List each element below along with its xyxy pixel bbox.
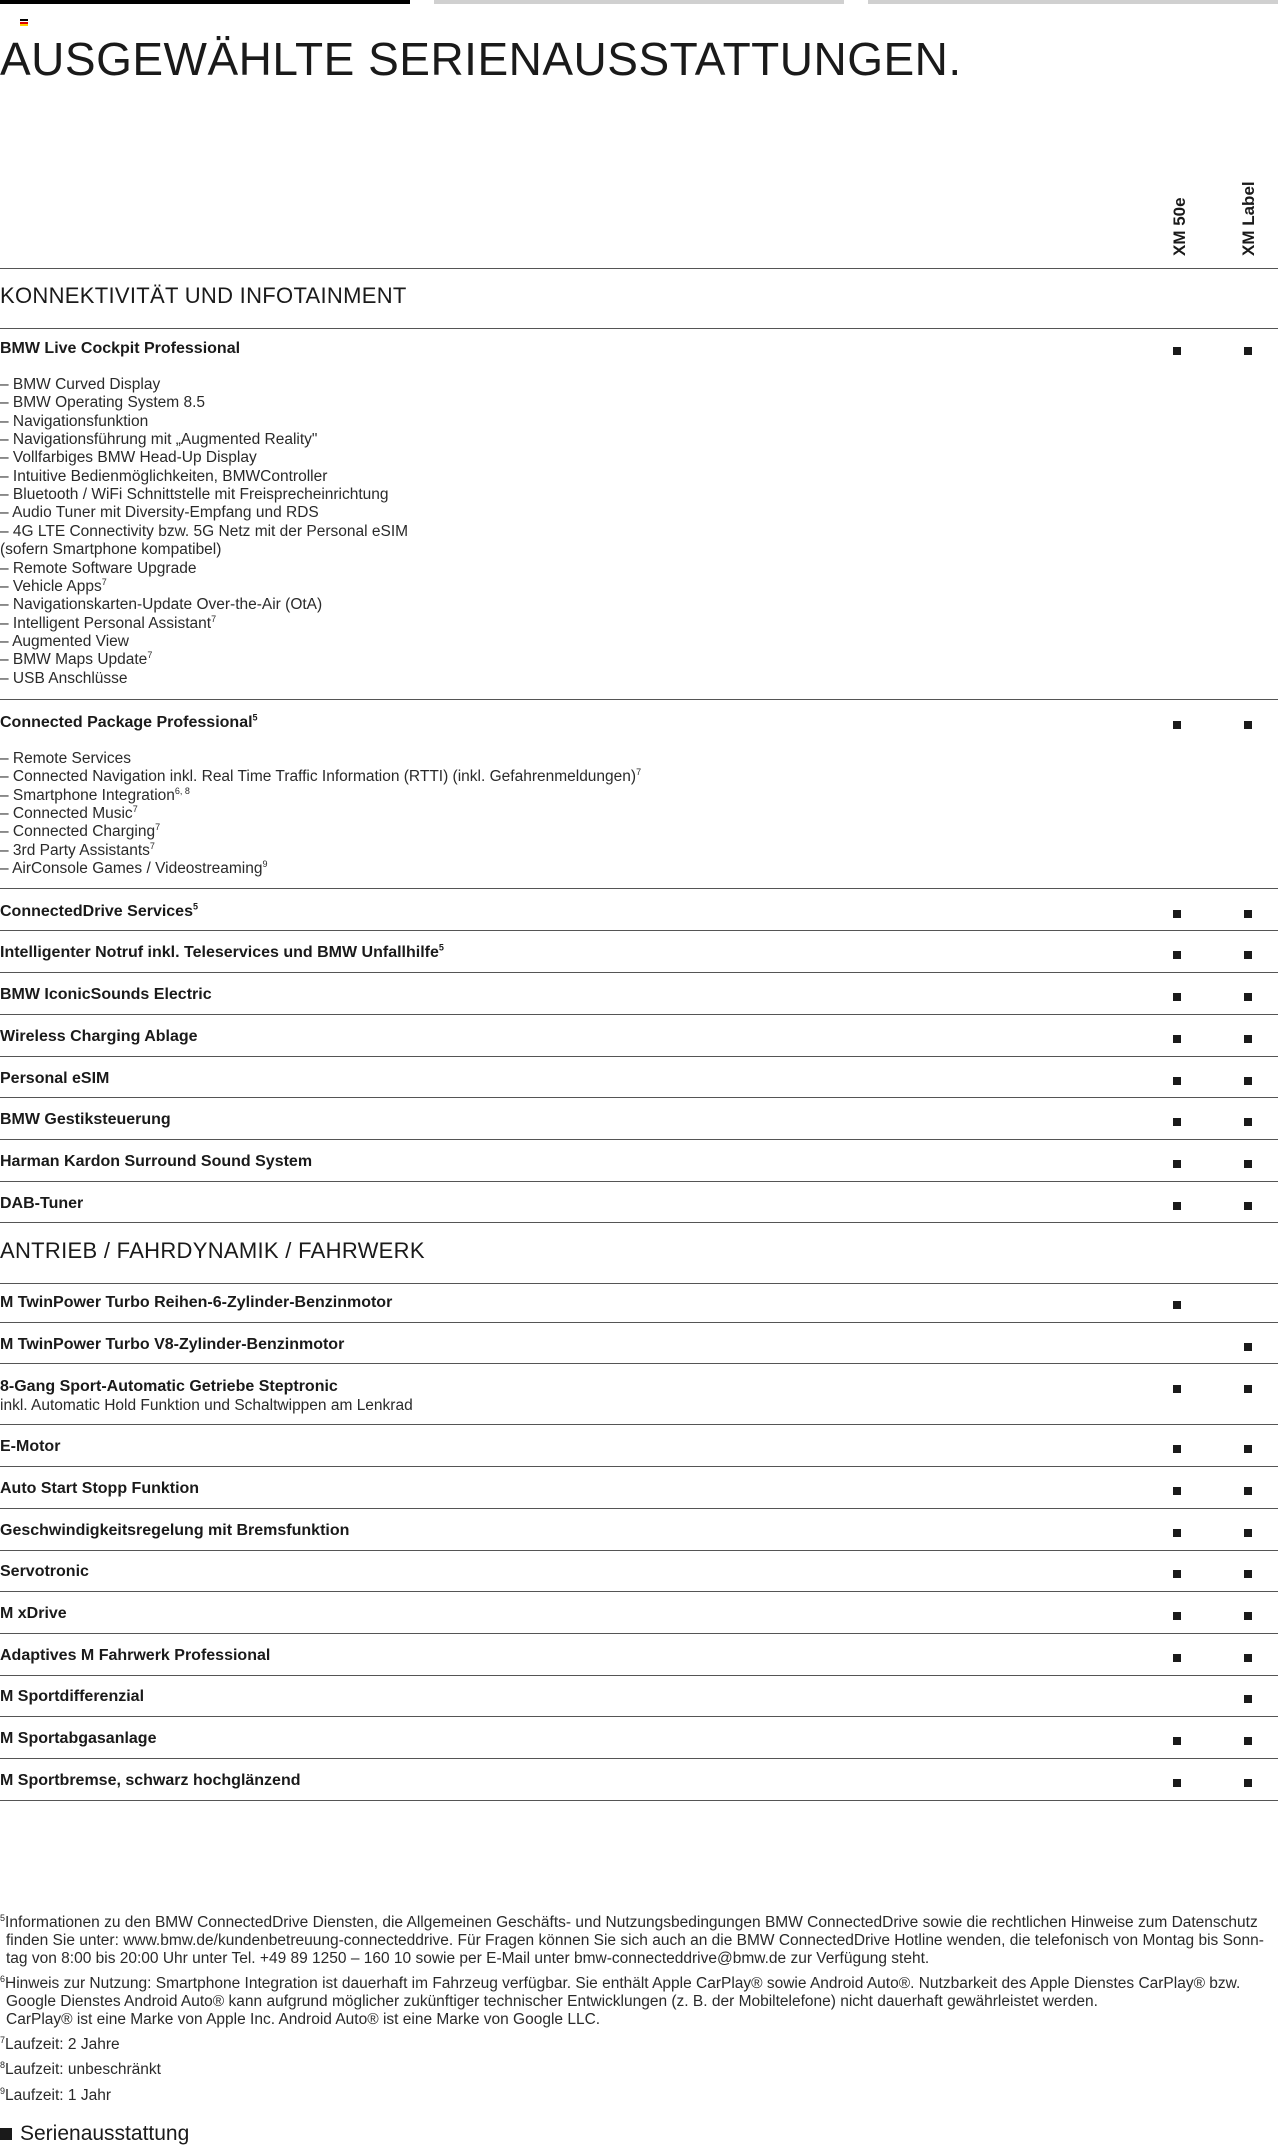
- feature-title: [0, 1563, 89, 1581]
- text: (sofern Smartphone kompatibel): [0, 541, 222, 559]
- standard-equipment-marker-icon: [1173, 1487, 1181, 1495]
- standard-equipment-marker-icon: [1173, 910, 1181, 918]
- text: Servotronic: [0, 1563, 89, 1580]
- text: BMW IconicSounds Electric: [0, 986, 212, 1003]
- standard-equipment-marker-icon: [1173, 1737, 1181, 1745]
- feature-list-item: [0, 823, 160, 841]
- feature-title: [0, 1605, 67, 1623]
- feature-title: [0, 1111, 171, 1129]
- text: – Intuitive Bedienmöglichkeiten, BMWController: [0, 467, 328, 485]
- feature-title: [0, 944, 444, 962]
- standard-equipment-marker-icon: [0, 2128, 12, 2140]
- footnote-ref: 7: [132, 803, 138, 814]
- feature-list-item: [0, 596, 322, 614]
- row-rule: [0, 972, 1278, 973]
- text: Wireless Charging Ablage: [0, 1028, 198, 1045]
- footnote-line: finden Sie unter: www.bmw.de/kundenbetreuung-connecteddrive. Für Fragen können Sie sich auch an die BMW ConnectedDrive Hotline wenden, die telefonisch von Montag bis Sonn-: [6, 1932, 1264, 1949]
- text: Personal eSIM: [0, 1070, 110, 1087]
- standard-equipment-marker-icon: [1244, 1160, 1252, 1168]
- standard-equipment-marker-icon: [1244, 1654, 1252, 1662]
- text: – Vollfarbiges BMW Head-Up Display: [0, 449, 257, 467]
- feature-list-item: [0, 449, 257, 467]
- footnote-line: Hinweis zur Nutzung: Smartphone Integration ist dauerhaft im Fahrzeug verfügbar. Sie enthält Apple CarPlay® sowie Android Auto®. Nutzbarkeit des Apple Dienstes CarPlay® bzw.: [5, 1975, 1241, 1992]
- standard-equipment-marker-icon: [1173, 1118, 1181, 1126]
- footnote: [0, 2087, 1275, 2105]
- text: – Navigationsfunktion: [0, 412, 149, 430]
- feature-title: [0, 1378, 338, 1396]
- text: – Connected Charging: [0, 823, 156, 841]
- standard-equipment-marker-icon: [1244, 1343, 1252, 1351]
- footnote-line: Laufzeit: 2 Jahre: [5, 2036, 120, 2053]
- standard-equipment-marker-icon: [1173, 993, 1181, 1001]
- feature-title: [0, 1294, 392, 1312]
- row-rule: [0, 1097, 1278, 1098]
- standard-equipment-marker-icon: [1244, 1487, 1252, 1495]
- text: Auto Start Stopp Funktion: [0, 1480, 200, 1497]
- text: – USB Anschlüsse: [0, 669, 128, 687]
- feature-list-item: [0, 504, 319, 522]
- footnote-line: Informationen zu den BMW ConnectedDrive Diensten, die Allgemeinen Geschäfts- und Nutzungsbedingungen BMW ConnectedDrive sowie die rechtlichen Hinweise zum Datenschutz: [5, 1914, 1258, 1931]
- standard-equipment-marker-icon: [1173, 951, 1181, 959]
- text: M Sportbremse, schwarz hochglänzend: [0, 1772, 301, 1789]
- row-rule: [0, 1014, 1278, 1015]
- text: DAB-Tuner: [0, 1195, 84, 1212]
- row-rule: [0, 930, 1278, 931]
- text: BMW Live Cockpit Professional: [0, 340, 241, 357]
- text: – Augmented View: [0, 632, 129, 650]
- text: Harman Kardon Surround Sound System: [0, 1153, 313, 1170]
- language-flag-icon[interactable]: [20, 19, 28, 26]
- text: M TwinPower Turbo Reihen-6-Zylinder-Benzinmotor: [0, 1294, 393, 1311]
- footnote-ref: 7: [101, 576, 107, 587]
- feature-list-item: [0, 615, 216, 633]
- footnote-line: tag von 8:00 bis 20:00 Uhr unter Tel. +49 89 1250 – 160 10 sowie per E-Mail unter bmw-connecteddrive@bmw.de zur Verfügung steht.: [6, 1950, 930, 1967]
- standard-equipment-marker-icon: [1244, 1695, 1252, 1703]
- row-rule: [0, 1633, 1278, 1634]
- footnote: [0, 1975, 1275, 2029]
- text: – Audio Tuner mit Diversity-Empfang und RDS: [0, 504, 319, 522]
- row-rule: [0, 1424, 1278, 1425]
- text: – Remote Services: [0, 750, 131, 767]
- standard-equipment-marker-icon: [1244, 347, 1252, 355]
- column-header-xmlabel: XM Label: [1239, 181, 1258, 256]
- page-title: AUSGEWÄHLTE SERIENAUSSTATTUNGEN.: [0, 33, 962, 85]
- feature-list-item: [0, 560, 196, 578]
- column-header-xm50e: XM 50e: [1170, 197, 1189, 256]
- feature-list-item: [0, 523, 408, 541]
- feature-list-item: [0, 413, 148, 431]
- text: Connected Package Professional: [0, 714, 253, 731]
- footnote-ref: 9: [262, 858, 268, 869]
- section-title: ANTRIEB / FAHRDYNAMIK / FAHRWERK: [0, 1238, 425, 1263]
- text: – BMW Maps Update: [0, 651, 148, 669]
- feature-title: [0, 903, 198, 921]
- footnote-line: Google Dienstes Android Auto® kann aufgrund möglicher zukünftiger technischer Entwicklungen (z. B. der Mobiltelefone) nicht dauerhaft gewährleistet werden.: [6, 1993, 1098, 2010]
- feature-title: [0, 1772, 301, 1790]
- feature-title: [0, 1153, 312, 1171]
- text: – AirConsole Games / Videostreaming: [0, 860, 263, 878]
- text: – Navigationsführung mit „Augmented Reality": [0, 431, 318, 449]
- feature-title: [0, 1336, 344, 1354]
- row-rule: [0, 1363, 1278, 1364]
- standard-equipment-marker-icon: [1173, 1612, 1181, 1620]
- standard-equipment-marker-icon: [1244, 1612, 1252, 1620]
- feature-list-item: [0, 486, 389, 504]
- legend: [0, 2122, 189, 2146]
- feature-list-item: [0, 860, 268, 878]
- feature-title: [0, 986, 212, 1004]
- feature-title: [0, 1195, 83, 1213]
- feature-title: [0, 340, 240, 358]
- feature-list-item: [0, 787, 190, 805]
- feature-title: [0, 714, 258, 732]
- text: Adaptives M Fahrwerk Professional: [0, 1647, 271, 1664]
- standard-equipment-marker-icon: [1173, 1385, 1181, 1393]
- standard-equipment-marker-icon: [1173, 1529, 1181, 1537]
- text: – BMW Curved Display: [0, 376, 161, 393]
- feature-title: [0, 1730, 156, 1748]
- text: – Remote Software Upgrade: [0, 559, 197, 577]
- feature-title: [0, 1028, 198, 1046]
- footnote-ref: 7: [211, 613, 217, 624]
- text: BMW Gestiksteuerung: [0, 1111, 171, 1128]
- standard-equipment-marker-icon: [1173, 1779, 1181, 1787]
- row-rule: [0, 699, 1278, 700]
- standard-equipment-marker-icon: [1244, 1445, 1252, 1453]
- feature-list-item: [0, 750, 131, 768]
- text: ConnectedDrive Services: [0, 903, 193, 920]
- standard-equipment-marker-icon: [1244, 1779, 1252, 1787]
- standard-equipment-marker-icon: [1244, 1529, 1252, 1537]
- feature-list-item: [0, 394, 205, 412]
- feature-list-item: [0, 651, 152, 669]
- footnote-ref: 5: [252, 712, 258, 723]
- row-rule: [0, 1322, 1278, 1323]
- footnote-ref: 7: [155, 822, 161, 833]
- footnote-ref: 5: [438, 942, 444, 953]
- row-rule: [0, 1758, 1278, 1759]
- footnote: [0, 2036, 1275, 2054]
- header-rule: [0, 268, 1278, 269]
- section-title: KONNEKTIVITÄT UND INFOTAINMENT: [0, 283, 407, 308]
- text: – Connected Music: [0, 805, 133, 823]
- footnote-number: 7: [0, 2034, 6, 2045]
- footnote: [0, 1914, 1275, 1968]
- text: – BMW Operating System 8.5: [0, 394, 206, 412]
- feature-list-item: [0, 468, 327, 486]
- footnote-ref: 7: [147, 650, 153, 661]
- standard-equipment-marker-icon: [1244, 1737, 1252, 1745]
- text: – Bluetooth / WiFi Schnittstelle mit Freisprecheinrichtung: [0, 486, 389, 504]
- feature-list-item: [0, 578, 107, 596]
- row-rule: [0, 1466, 1278, 1467]
- footnote-number: 6: [0, 1973, 6, 1984]
- feature-title: [0, 1480, 199, 1498]
- footnote-number: 5: [0, 1912, 6, 1923]
- feature-list-item: [0, 670, 128, 688]
- row-rule: [0, 1222, 1278, 1223]
- standard-equipment-marker-icon: [1173, 1202, 1181, 1210]
- standard-equipment-marker-icon: [1244, 993, 1252, 1001]
- text: M TwinPower Turbo V8-Zylinder-Benzinmotor: [0, 1336, 345, 1353]
- feature-title: [0, 1438, 60, 1456]
- text: Geschwindigkeitsregelung mit Bremsfunktion: [0, 1522, 350, 1539]
- text: – 3rd Party Assistants: [0, 841, 150, 859]
- page-indicator-3: [868, 0, 1278, 4]
- feature-title: [0, 1522, 349, 1540]
- page-indicator-2: [434, 0, 844, 4]
- footnote-line: Laufzeit: 1 Jahr: [5, 2087, 111, 2104]
- standard-equipment-marker-icon: [1173, 1035, 1181, 1043]
- feature-title: [0, 1070, 109, 1088]
- feature-list-item: [0, 376, 160, 394]
- text: M Sportabgasanlage: [0, 1730, 157, 1747]
- text: – Connected Navigation inkl. Real Time Traffic Information (RTTI) (inkl. Gefahrenmeldungen): [0, 768, 637, 786]
- footnote-ref: 7: [636, 767, 642, 778]
- standard-equipment-marker-icon: [1173, 721, 1181, 729]
- standard-equipment-marker-icon: [1244, 951, 1252, 959]
- legend-label: Serienausstattung: [20, 2122, 190, 2145]
- text: – Smartphone Integration: [0, 786, 175, 804]
- feature-list-item: [0, 805, 138, 823]
- row-rule: [0, 1056, 1278, 1057]
- text: 8-Gang Sport-Automatic Getriebe Steptronic: [0, 1378, 338, 1395]
- row-rule: [0, 1591, 1278, 1592]
- standard-equipment-marker-icon: [1173, 1654, 1181, 1662]
- feature-title: [0, 1688, 144, 1706]
- feature-list-item: [0, 431, 317, 449]
- footnote-ref: 5: [192, 901, 198, 912]
- text: – Navigationskarten-Update Over-the-Air (OtA): [0, 596, 323, 614]
- footnote-number: 9: [0, 2085, 6, 2096]
- standard-equipment-marker-icon: [1244, 1077, 1252, 1085]
- row-rule: [0, 1139, 1278, 1140]
- text: E-Motor: [0, 1438, 61, 1455]
- section-rule: [0, 328, 1278, 329]
- text: – 4G LTE Connectivity bzw. 5G Netz mit der Personal eSIM: [0, 522, 409, 540]
- footnote-line: Laufzeit: unbeschränkt: [5, 2061, 161, 2078]
- row-rule: [0, 1675, 1278, 1676]
- footnote-ref: 6, 8: [174, 785, 190, 796]
- standard-equipment-marker-icon: [1173, 347, 1181, 355]
- text: M Sportdifferenzial: [0, 1688, 145, 1705]
- row-rule: [0, 1800, 1278, 1801]
- standard-equipment-marker-icon: [1244, 1570, 1252, 1578]
- footnote-number: 8: [0, 2059, 6, 2070]
- standard-equipment-marker-icon: [1244, 1118, 1252, 1126]
- standard-equipment-marker-icon: [1244, 1385, 1252, 1393]
- standard-equipment-marker-icon: [1244, 1202, 1252, 1210]
- footnote-ref: 7: [149, 840, 155, 851]
- standard-equipment-marker-icon: [1173, 1160, 1181, 1168]
- standard-equipment-marker-icon: [1244, 721, 1252, 729]
- section-rule: [0, 1283, 1278, 1284]
- text: Intelligenter Notruf inkl. Teleservices und BMW Unfallhilfe: [0, 944, 439, 961]
- row-rule: [0, 1550, 1278, 1551]
- feature-title: [0, 1647, 270, 1665]
- row-rule: [0, 888, 1278, 889]
- feature-list-item: [0, 633, 129, 651]
- row-rule: [0, 1181, 1278, 1182]
- footnote: [0, 2061, 1275, 2079]
- standard-equipment-marker-icon: [1173, 1445, 1181, 1453]
- feature-list-item: [0, 768, 641, 786]
- standard-equipment-marker-icon: [1173, 1301, 1181, 1309]
- row-rule: [0, 1716, 1278, 1717]
- row-rule: [0, 1508, 1278, 1509]
- page-indicator-1: [0, 0, 410, 4]
- footnote-line: CarPlay® ist eine Marke von Apple Inc. Android Auto® ist eine Marke von Google LLC.: [6, 2011, 601, 2028]
- feature-subtitle: inkl. Automatic Hold Funktion und Schaltwippen am Lenkrad: [0, 1397, 413, 1414]
- text: – Intelligent Personal Assistant: [0, 614, 212, 632]
- standard-equipment-marker-icon: [1244, 1035, 1252, 1043]
- feature-list-item: [0, 842, 155, 860]
- standard-equipment-marker-icon: [1173, 1570, 1181, 1578]
- text: M xDrive: [0, 1605, 67, 1622]
- text: – Vehicle Apps: [0, 577, 102, 595]
- feature-list-item: [0, 541, 221, 559]
- standard-equipment-marker-icon: [1173, 1077, 1181, 1085]
- standard-equipment-marker-icon: [1244, 910, 1252, 918]
